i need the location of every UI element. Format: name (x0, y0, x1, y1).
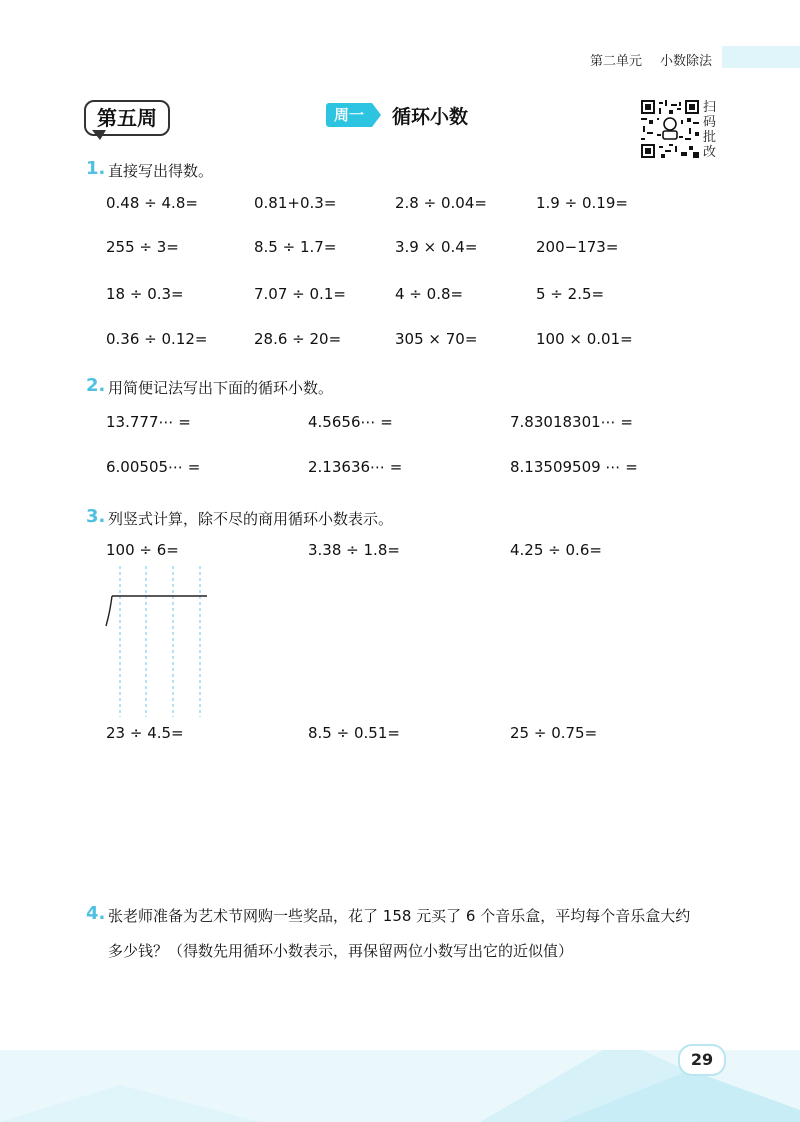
week-badge-tail (92, 130, 106, 140)
equation: 6.00505⋯ = (106, 458, 201, 476)
week-badge: 第五周 (84, 100, 170, 136)
equation: 28.6 ÷ 20= (254, 330, 342, 348)
equation: 100 ÷ 6= (106, 541, 179, 559)
equation: 25 ÷ 0.75= (510, 724, 598, 742)
section-3-title: 列竖式计算，除不尽的商用循环小数表示。 (108, 510, 394, 528)
equation: 3.38 ÷ 1.8= (308, 541, 400, 559)
equation: 5 ÷ 2.5= (536, 285, 605, 303)
long-division-guide (100, 562, 215, 720)
equation: 8.13509509 ⋯ = (510, 458, 638, 476)
equation: 2.8 ÷ 0.04= (395, 194, 487, 212)
equation: 0.48 ÷ 4.8= (106, 194, 198, 212)
equation: 23 ÷ 4.5= (106, 724, 184, 742)
equation: 13.777⋯ = (106, 413, 191, 431)
equation: 7.83018301⋯ = (510, 413, 633, 431)
section-2-number: 2. (86, 375, 106, 396)
section-1-title: 直接写出得数。 (108, 162, 214, 180)
section-4-number: 4. (86, 903, 106, 924)
equation: 4.25 ÷ 0.6= (510, 541, 602, 559)
header-unit: 第二单元 (590, 54, 643, 69)
equation: 8.5 ÷ 0.51= (308, 724, 400, 742)
word-problem-line-1: 张老师准备为艺术节网购一些奖品，花了 158 元买了 6 个音乐盒，平均每个音乐盒大约 (108, 907, 691, 925)
qr-label: 扫码批改 (703, 100, 717, 160)
equation: 8.5 ÷ 1.7= (254, 238, 337, 256)
equation: 4 ÷ 0.8= (395, 285, 464, 303)
qr-code-icon[interactable] (641, 100, 699, 158)
header-topic: 小数除法 (660, 54, 713, 69)
word-problem-line-2: 多少钱？（得数先用循环小数表示，再保留两位小数写出它的近似值） (108, 942, 574, 960)
header-accent-bar (722, 46, 800, 68)
equation: 305 × 70= (395, 330, 478, 348)
equation: 0.36 ÷ 0.12= (106, 330, 208, 348)
lesson-title: 循环小数 (392, 106, 469, 128)
section-1-number: 1. (86, 158, 106, 179)
equation: 4.5656⋯ = (308, 413, 393, 431)
equation: 7.07 ÷ 0.1= (254, 285, 346, 303)
day-tag: 周一 (326, 103, 372, 127)
page-number: 29 (678, 1044, 726, 1076)
equation: 1.9 ÷ 0.19= (536, 194, 628, 212)
day-tag-arrow (372, 103, 381, 127)
section-3-number: 3. (86, 506, 106, 527)
equation: 200−173= (536, 238, 619, 256)
equation: 0.81+0.3= (254, 194, 337, 212)
equation: 18 ÷ 0.3= (106, 285, 184, 303)
equation: 100 × 0.01= (536, 330, 633, 348)
equation: 2.13636⋯ = (308, 458, 403, 476)
section-2-title: 用简便记法写出下面的循环小数。 (108, 379, 334, 397)
equation: 3.9 × 0.4= (395, 238, 478, 256)
equation: 255 ÷ 3= (106, 238, 179, 256)
